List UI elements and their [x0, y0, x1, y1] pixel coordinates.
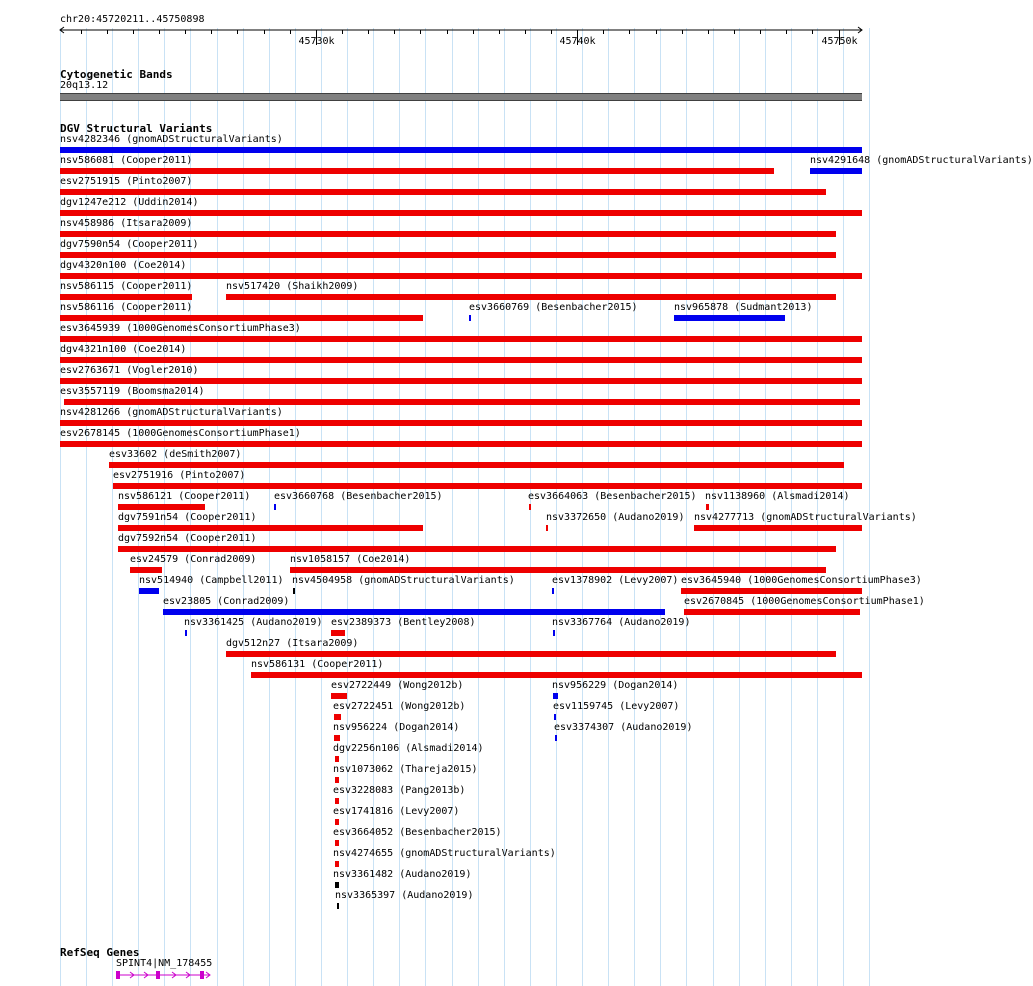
ruler-tick-label: 45750k — [821, 36, 858, 47]
variant-label[interactable]: esv33602 (deSmith2007) — [109, 449, 242, 460]
variant-label[interactable]: esv2722451 (Wong2012b) — [333, 701, 466, 712]
variant-label[interactable]: esv2678145 (1000GenomesConsortiumPhase1) — [60, 428, 301, 439]
variant-bar[interactable] — [553, 693, 558, 699]
cytoband-bar[interactable] — [60, 93, 862, 101]
variant-bar[interactable] — [60, 294, 192, 300]
variant-label[interactable]: dgv4320n100 (Coe2014) — [60, 260, 187, 271]
variant-label[interactable]: esv23805 (Conrad2009) — [163, 596, 290, 607]
variant-label[interactable]: nsv1138960 (Alsmadi2014) — [705, 491, 850, 502]
variant-label[interactable]: esv2751915 (Pinto2007) — [60, 176, 193, 187]
variant-bar[interactable] — [226, 294, 836, 300]
variant-bar[interactable] — [334, 735, 340, 741]
variant-bar[interactable] — [139, 588, 159, 594]
variant-label[interactable]: esv1378902 (Levy2007) — [552, 575, 679, 586]
variant-bar[interactable] — [163, 609, 665, 615]
variant-bar[interactable] — [529, 504, 531, 510]
variant-label[interactable]: esv2722449 (Wong2012b) — [331, 680, 464, 691]
variant-label[interactable]: nsv586115 (Cooper2011) — [60, 281, 193, 292]
variant-label[interactable]: dgv7591n54 (Cooper2011) — [118, 512, 257, 523]
variant-bar[interactable] — [335, 777, 339, 783]
variant-label[interactable]: esv3664063 (Besenbacher2015) — [528, 491, 697, 502]
variant-bar[interactable] — [331, 630, 345, 636]
variant-bar[interactable] — [331, 693, 347, 699]
variant-label[interactable]: nsv458986 (Itsara2009) — [60, 218, 193, 229]
variant-bar[interactable] — [334, 714, 341, 720]
variant-label[interactable]: esv1741816 (Levy2007) — [333, 806, 460, 817]
ruler-major-ticks — [298, 30, 857, 47]
variant-bar[interactable] — [274, 504, 276, 510]
variant-label[interactable]: nsv3367764 (Audano2019) — [552, 617, 691, 628]
variant-label[interactable]: nsv586116 (Cooper2011) — [60, 302, 193, 313]
variant-bar[interactable] — [810, 168, 862, 174]
variant-bar[interactable] — [554, 714, 556, 720]
gene-label[interactable]: SPINT4|NM_178455 — [116, 958, 213, 969]
variant-label[interactable]: dgv7590n54 (Cooper2011) — [60, 239, 199, 250]
variant-bar[interactable] — [335, 798, 339, 804]
variant-bar[interactable] — [118, 504, 205, 510]
variant-label[interactable]: dgv512n27 (Itsara2009) — [226, 638, 359, 649]
variant-label[interactable]: nsv4277713 (gnomADStructuralVariants) — [694, 512, 917, 523]
variant-bar[interactable] — [335, 840, 339, 846]
variant-bar[interactable] — [706, 504, 709, 510]
variant-label[interactable]: esv3645940 (1000GenomesConsortiumPhase3) — [681, 575, 922, 586]
variant-label[interactable]: nsv3365397 (Audano2019) — [335, 890, 474, 901]
dgv-track-title: DGV Structural Variants — [60, 122, 213, 135]
variant-bar[interactable] — [674, 315, 785, 321]
variant-label[interactable]: nsv3361425 (Audano2019) — [184, 617, 323, 628]
variant-bar[interactable] — [64, 399, 860, 405]
variant-bar[interactable] — [60, 315, 423, 321]
variant-bar[interactable] — [335, 882, 339, 888]
variant-label[interactable]: esv3557119 (Boomsma2014) — [60, 386, 205, 397]
variant-label[interactable]: nsv4281266 (gnomADStructuralVariants) — [60, 407, 283, 418]
variant-bar[interactable] — [60, 168, 774, 174]
variant-label[interactable]: esv24579 (Conrad2009) — [130, 554, 257, 565]
ruler[interactable] — [0, 24, 890, 72]
variant-bar[interactable] — [337, 903, 339, 909]
variant-bar[interactable] — [60, 189, 826, 195]
gridline — [791, 28, 792, 986]
variant-bar[interactable] — [335, 819, 339, 825]
variant-label[interactable]: nsv3361482 (Audano2019) — [333, 869, 472, 880]
variant-bar[interactable] — [694, 525, 862, 531]
variant-bar[interactable] — [251, 672, 862, 678]
variant-bar[interactable] — [60, 147, 862, 153]
variant-label[interactable]: esv1159745 (Levy2007) — [553, 701, 680, 712]
variant-label[interactable]: nsv4291648 (gnomADStructuralVariants) — [810, 155, 1033, 166]
variant-label[interactable]: dgv1247e212 (Uddin2014) — [60, 197, 199, 208]
variant-bar[interactable] — [118, 525, 423, 531]
variant-label[interactable]: nsv965878 (Sudmant2013) — [674, 302, 813, 313]
variant-bar[interactable] — [293, 588, 295, 594]
variant-label[interactable]: dgv2256n106 (Alsmadi2014) — [333, 743, 484, 754]
variant-bar[interactable] — [60, 273, 862, 279]
cytoband-track-title: Cytogenetic Bands — [60, 68, 173, 81]
variant-label[interactable]: nsv4504958 (gnomADStructuralVariants) — [292, 575, 515, 586]
variant-label[interactable]: nsv956229 (Dogan2014) — [552, 680, 679, 691]
variant-label[interactable]: esv3645939 (1000GenomesConsortiumPhase3) — [60, 323, 301, 334]
cytoband-label: 20q13.12 — [60, 80, 109, 91]
variant-bar[interactable] — [118, 546, 836, 552]
ruler-tick-label: 45740k — [559, 36, 596, 47]
variant-bar[interactable] — [60, 252, 836, 258]
variant-bar[interactable] — [185, 630, 187, 636]
variant-bar[interactable] — [469, 315, 471, 321]
variant-bar[interactable] — [60, 210, 862, 216]
variant-bar[interactable] — [335, 861, 339, 867]
variant-label[interactable]: nsv517420 (Shaikh2009) — [226, 281, 359, 292]
variant-label[interactable]: esv3660769 (Besenbacher2015) — [469, 302, 638, 313]
variant-label[interactable]: nsv1058157 (Coe2014) — [290, 554, 411, 565]
variant-label[interactable]: esv3660768 (Besenbacher2015) — [274, 491, 443, 502]
variant-bar[interactable] — [60, 336, 862, 342]
variant-bar[interactable] — [60, 357, 862, 363]
variant-label[interactable]: esv2751916 (Pinto2007) — [113, 470, 246, 481]
variant-label[interactable]: nsv4282346 (gnomADStructuralVariants) — [60, 134, 283, 145]
variant-bar[interactable] — [113, 483, 862, 489]
variant-bar[interactable] — [553, 630, 555, 636]
variant-label[interactable]: esv3664052 (Besenbacher2015) — [333, 827, 502, 838]
variant-label[interactable]: nsv3372650 (Audano2019) — [546, 512, 685, 523]
variant-label[interactable]: nsv1073062 (Thareja2015) — [333, 764, 478, 775]
variant-label[interactable]: dgv7592n54 (Cooper2011) — [118, 533, 257, 544]
variant-bar[interactable] — [60, 420, 862, 426]
variant-label[interactable]: nsv586131 (Cooper2011) — [251, 659, 384, 670]
variant-bar[interactable] — [226, 651, 836, 657]
variant-label[interactable]: nsv956224 (Dogan2014) — [333, 722, 460, 733]
variant-label[interactable]: esv2763671 (Vogler2010) — [60, 365, 199, 376]
variant-label[interactable]: nsv514940 (Campbell2011) — [139, 575, 284, 586]
variant-label[interactable]: esv2670845 (1000GenomesConsortiumPhase1) — [684, 596, 925, 607]
variant-label[interactable]: nsv586081 (Cooper2011) — [60, 155, 193, 166]
ruler-tick-label: 45730k — [298, 36, 335, 47]
variant-label[interactable]: esv3374307 (Audano2019) — [554, 722, 693, 733]
variant-label[interactable]: esv2389373 (Bentley2008) — [331, 617, 476, 628]
variant-bar[interactable] — [555, 735, 557, 741]
variant-bar[interactable] — [60, 441, 862, 447]
variant-bar[interactable] — [684, 609, 860, 615]
variant-bar[interactable] — [109, 462, 844, 468]
gene-exon — [200, 971, 204, 979]
variant-bar[interactable] — [552, 588, 554, 594]
variant-bar[interactable] — [130, 567, 162, 573]
gridline — [869, 28, 870, 986]
gene-exon — [156, 971, 160, 979]
ruler-minor-ticks — [82, 30, 840, 34]
variant-bar[interactable] — [681, 588, 862, 594]
variant-label[interactable]: dgv4321n100 (Coe2014) — [60, 344, 187, 355]
gene-exon — [116, 971, 120, 979]
variant-bar[interactable] — [335, 756, 339, 762]
variant-bar[interactable] — [546, 525, 548, 531]
variant-bar[interactable] — [290, 567, 826, 573]
variant-label[interactable]: nsv586121 (Cooper2011) — [118, 491, 251, 502]
ruler-range-label: chr20:45720211..45750898 — [60, 14, 205, 25]
variant-bar[interactable] — [60, 231, 836, 237]
variant-bar[interactable] — [60, 378, 862, 384]
refseq-track-title: RefSeq Genes — [60, 946, 140, 959]
variant-label[interactable]: esv3228083 (Pang2013b) — [333, 785, 466, 796]
variant-label[interactable]: nsv4274655 (gnomADStructuralVariants) — [333, 848, 556, 859]
gene-model-spint4[interactable] — [110, 969, 230, 983]
